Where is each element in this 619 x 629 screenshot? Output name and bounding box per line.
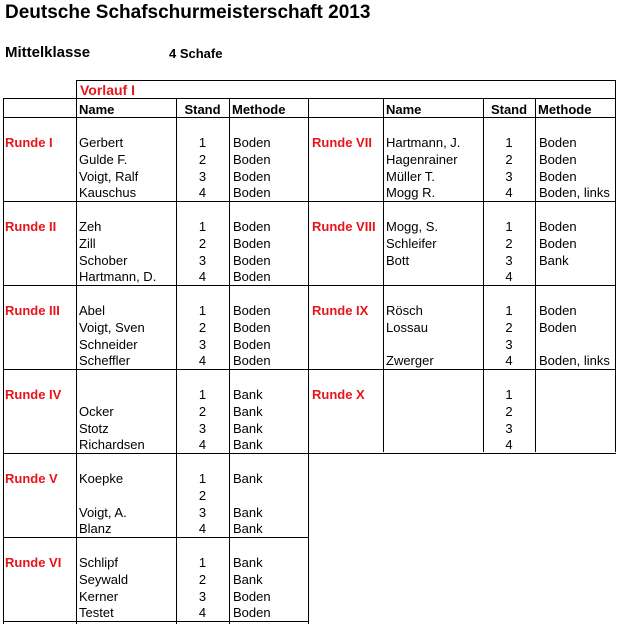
stand-number: 1 — [198, 303, 207, 318]
shearer-name: Stotz — [79, 421, 109, 436]
methode-value: Boden — [233, 303, 271, 318]
stand-number: 3 — [198, 337, 207, 352]
block-separator-right — [309, 201, 616, 202]
methode-value: Boden — [233, 320, 271, 335]
shearer-name-right: Lossau — [386, 320, 428, 335]
left-table-right-border — [308, 98, 309, 624]
stand-number: 3 — [198, 589, 207, 604]
methode-value-right: Boden — [539, 169, 577, 184]
block-separator-right — [309, 453, 616, 454]
stand-number-right: 3 — [505, 421, 513, 436]
stand-number: 1 — [198, 471, 207, 486]
stand-number: 3 — [198, 505, 207, 520]
stand-number: 4 — [198, 605, 207, 620]
block-separator-right — [309, 285, 616, 286]
table-right-border — [615, 80, 616, 452]
header-name: Name — [79, 102, 115, 117]
methode-value-right: Boden, links — [539, 353, 610, 368]
stand-number: 2 — [198, 152, 207, 167]
methode-value-right: Boden — [539, 236, 577, 251]
runde-label-right: Runde VIII — [312, 219, 376, 234]
vorlauf-bottom-border — [3, 98, 616, 99]
shearer-name: Gulde F. — [79, 152, 128, 167]
stand-number: 3 — [198, 169, 207, 184]
stand-number: 4 — [198, 185, 207, 200]
shearer-name-right: Hagenrainer — [386, 152, 458, 167]
stand-number: 3 — [198, 421, 207, 436]
methode-value-right: Bank — [539, 253, 569, 268]
shearer-name-right: Bott — [386, 253, 410, 268]
methode-value: Bank — [233, 421, 263, 436]
shearer-name-right: Zwerger — [386, 353, 434, 368]
methode-value-right: Boden, links — [539, 185, 610, 200]
right-methode-col-border — [535, 98, 536, 452]
methode-value: Boden — [233, 269, 271, 284]
methode-value: Boden — [233, 135, 271, 150]
stand-number-right: 4 — [505, 353, 513, 368]
stand-number-right: 1 — [505, 387, 513, 402]
runde-label-right: Runde VII — [312, 135, 372, 150]
stand-number-right: 2 — [505, 152, 513, 167]
stand-number: 2 — [198, 236, 207, 251]
stand-number-right: 3 — [505, 337, 513, 352]
methode-value: Boden — [233, 185, 271, 200]
header-stand-right: Stand — [490, 102, 528, 117]
methode-value: Boden — [233, 253, 271, 268]
methode-value: Boden — [233, 589, 271, 604]
shearer-name-right: Hartmann, J. — [386, 135, 461, 150]
stand-number-right: 3 — [505, 253, 513, 268]
stand-number: 4 — [198, 437, 207, 452]
shearer-name: Gerbert — [79, 135, 124, 150]
methode-value-right: Boden — [539, 152, 577, 167]
methode-value-right: Boden — [539, 303, 577, 318]
stand-number-right: 1 — [505, 303, 513, 318]
stand-number: 2 — [198, 572, 207, 587]
shearer-name: Zeh — [79, 219, 102, 234]
methode-value: Boden — [233, 169, 271, 184]
methode-col-border-left — [229, 98, 230, 624]
methode-value: Boden — [233, 337, 271, 352]
shearer-name: Testet — [79, 605, 114, 620]
methode-value-right: Boden — [539, 135, 577, 150]
stand-number: 4 — [198, 269, 207, 284]
header-name-right: Name — [386, 102, 422, 117]
class-label: Mittelklasse — [5, 44, 91, 61]
stand-number: 2 — [198, 404, 207, 419]
shearer-name: Schlipf — [79, 555, 119, 570]
table-left-border — [3, 98, 4, 624]
methode-value: Bank — [233, 387, 263, 402]
runde-label-right: Runde X — [312, 387, 365, 402]
shearer-name-right: Rösch — [386, 303, 423, 318]
stand-number-right: 2 — [505, 236, 513, 251]
shearer-name: Koepke — [79, 471, 124, 486]
methode-value: Boden — [233, 152, 271, 167]
shearer-name: Scheffler — [79, 353, 131, 368]
block-separator-right — [309, 369, 616, 370]
page-title: Deutsche Schafschurmeisterschaft 2013 — [5, 2, 371, 23]
methode-value: Boden — [233, 219, 271, 234]
stand-number: 3 — [198, 253, 207, 268]
shearer-name-right: Mogg R. — [386, 185, 436, 200]
shearer-name: Hartmann, D. — [79, 269, 157, 284]
block-separator — [3, 453, 309, 454]
shearer-name: Schober — [79, 253, 128, 268]
header-methode-right: Methode — [538, 102, 592, 117]
shearer-name: Voigt, A. — [79, 505, 127, 520]
stand-number: 1 — [198, 555, 207, 570]
runde-label: Runde III — [5, 303, 60, 318]
shearer-name: Schneider — [79, 337, 138, 352]
methode-value: Boden — [233, 236, 271, 251]
shearer-name: Voigt, Ralf — [79, 169, 139, 184]
header-methode: Methode — [232, 102, 286, 117]
shearer-name: Zill — [79, 236, 96, 251]
header-stand: Stand — [184, 102, 221, 117]
runde-label: Runde V — [5, 471, 58, 486]
shearer-name: Richardsen — [79, 437, 145, 452]
shearer-name: Seywald — [79, 572, 129, 587]
stand-number-right: 2 — [505, 404, 513, 419]
runde-label: Runde I — [5, 135, 53, 150]
stand-number-right: 3 — [505, 169, 513, 184]
shearer-name-right: Mogg, S. — [386, 219, 439, 234]
runde-label: Runde II — [5, 219, 57, 234]
stand-number-right: 2 — [505, 320, 513, 335]
stand-number: 2 — [198, 320, 207, 335]
sheep-count: 4 Schafe — [169, 46, 223, 61]
stand-number: 1 — [198, 387, 207, 402]
block-separator — [3, 537, 309, 538]
stand-number-right: 1 — [505, 219, 513, 234]
block-separator — [3, 285, 309, 286]
runde-label-right: Runde IX — [312, 303, 369, 318]
methode-value-right: Boden — [539, 219, 577, 234]
methode-value: Boden — [233, 605, 271, 620]
methode-value: Bank — [233, 572, 263, 587]
block-separator — [3, 621, 309, 622]
stand-number: 1 — [198, 135, 207, 150]
stand-number-right: 4 — [505, 185, 513, 200]
shearer-name: Ocker — [79, 404, 114, 419]
methode-value: Bank — [233, 471, 263, 486]
shearer-name: Kauschus — [79, 185, 137, 200]
methode-value: Bank — [233, 555, 263, 570]
shearer-name: Blanz — [79, 521, 112, 536]
name-col-left-border — [76, 80, 77, 624]
stand-number: 4 — [198, 521, 207, 536]
shearer-name-right: Müller T. — [386, 169, 435, 184]
stand-number-right: 1 — [505, 135, 513, 150]
methode-value-right: Boden — [539, 320, 577, 335]
runde-label: Runde VI — [5, 555, 62, 570]
stand-number: 2 — [198, 488, 207, 503]
block-separator — [3, 369, 309, 370]
methode-value: Bank — [233, 404, 263, 419]
stand-number-right: 4 — [505, 437, 513, 452]
shearer-name: Abel — [79, 303, 106, 318]
stand-number: 1 — [198, 219, 207, 234]
table-top-border — [76, 80, 616, 81]
right-name-col-border — [383, 98, 384, 452]
methode-value: Bank — [233, 521, 263, 536]
vorlauf-title: Vorlauf I — [80, 82, 135, 98]
stand-number-right: 4 — [505, 269, 513, 284]
shearer-name-right: Schleifer — [386, 236, 437, 251]
shearer-name: Voigt, Sven — [79, 320, 145, 335]
methode-value: Boden — [233, 353, 271, 368]
methode-value: Bank — [233, 505, 263, 520]
runde-label: Runde IV — [5, 387, 62, 402]
block-separator — [3, 201, 309, 202]
methode-value: Bank — [233, 437, 263, 452]
shearer-name: Kerner — [79, 589, 119, 604]
stand-number: 4 — [198, 353, 207, 368]
